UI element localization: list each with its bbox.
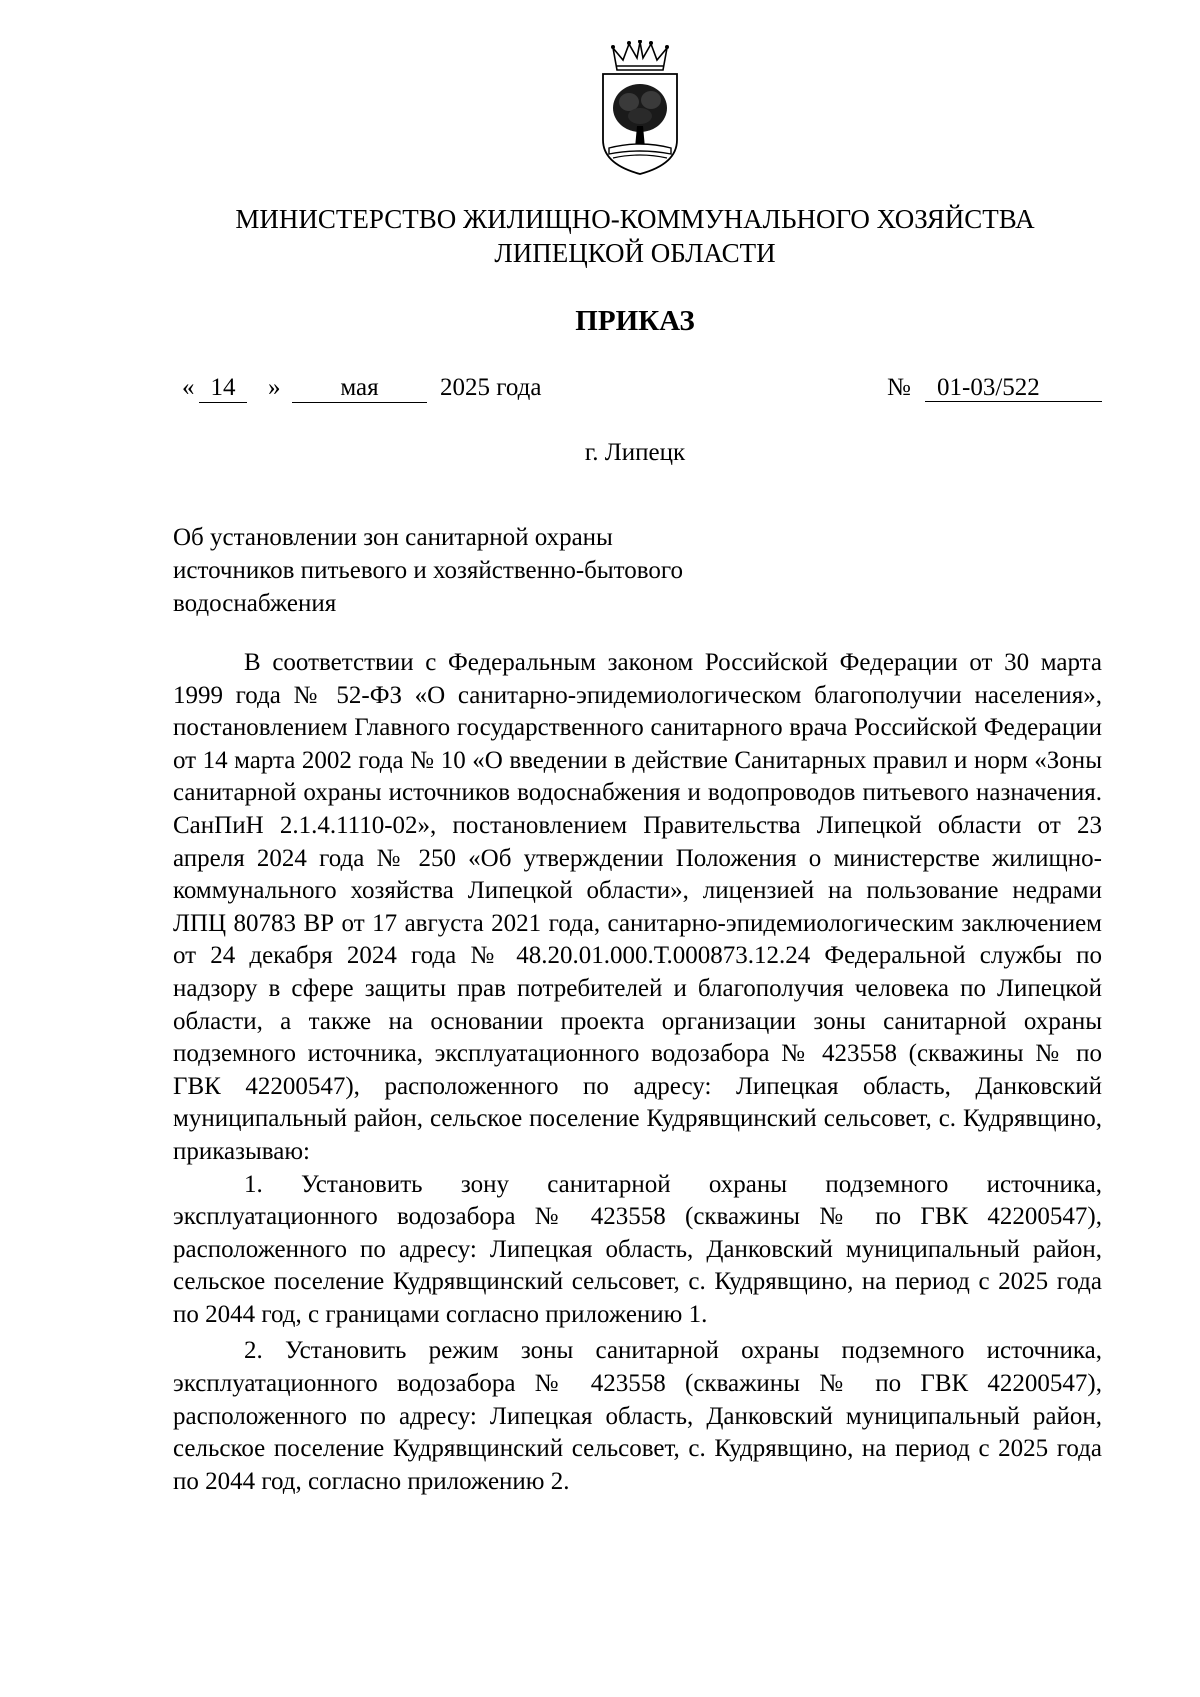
subject-line3: водоснабжения xyxy=(173,590,337,617)
order-body xyxy=(173,647,1102,1498)
ministry-name-line2: ЛИПЕЦКОЙ ОБЛАСТИ xyxy=(494,238,776,268)
order-subject xyxy=(173,521,793,620)
quote-close: » xyxy=(268,374,281,401)
subject-line1: Об установлении зон санитарной охраны xyxy=(173,524,613,551)
order-month: мая xyxy=(292,372,427,403)
order-item-2: 2. Установить режим зоны санитарной охраны подземного источника, эксплуатационного водозабора № 423558 (скважины № по ГВК 42200547), расположенного по адресу: Липецкая область, Данковский муниципальный район, сельское поселение Кудрявщинский сельсовет, с. Кудрявщино, на период с 2025 года по 2044 год, согласно приложению 2. xyxy=(173,1337,1102,1495)
quote-open: « xyxy=(182,374,195,401)
order-item-1: 1. Установить зону санитарной охраны подземного источника, эксплуатационного водозабора № 423558 (скважины № по ГВК 42200547), расположенного по адресу: Липецкая область, Данковский муниципальный район, сельское поселение Кудрявщинский сельсовет, с. Кудрявщино, на период с 2025 года по 2044 год, с границами согласно приложению 1. xyxy=(173,1170,1102,1328)
order-day: 14 xyxy=(199,372,247,403)
date-number-row xyxy=(182,372,1102,408)
order-year: 2025 года xyxy=(440,374,542,401)
preamble-paragraph: В соответствии с Федеральным законом Российской Федерации от 30 марта 1999 года № 52-ФЗ «О санитарно-эпидемиологическом благополучии населения», постановлением Главного государственного санитарного врача Российской Федерации от 14 марта 2002 года № 10 «О введении в действие Санитарных правил и норм «Зоны санитарной охраны источников водоснабжения и водопроводов питьевого назначения. СанПиН 2.1.4.1110-02», постановлением Правительства Липецкой области от 23 апреля 2024 года № 250 «Об утверждении Положения о министерстве жилищно-коммунального хозяйства Липецкой области», лицензией на пользование недрами ЛПЦ 80783 ВР от 17 августа 2021 года, санитарно-эпидемиологическим заключением от 24 декабря 2024 года № 48.20.01.000.Т.000873.12.24 Федеральной службы по надзору в сфере защиты прав потребителей и благополучия человека по Липецкой области, а также на основании проекта организации зоны санитарной охраны подземного источника, эксплуатационного водозабора № 423558 (скважины № по ГВК 42200547), расположенного по адресу: Липецкая область, Данковский муниципальный район, сельское поселение Кудрявщинский сельсовет, с. Кудрявщино, приказываю: xyxy=(173,649,1102,1165)
ministry-name-line1: МИНИСТЕРСТВО ЖИЛИЩНО-КОММУНАЛЬНОГО ХОЗЯЙСТВА xyxy=(235,204,1035,234)
number-sign: № xyxy=(887,374,911,401)
document-type-title: ПРИКАЗ xyxy=(575,305,695,337)
coat-of-arms-icon xyxy=(595,40,685,180)
ministry-name xyxy=(0,202,1200,270)
subject-line2: источников питьевого и хозяйственно-бытового xyxy=(173,557,684,584)
order-number: 01-03/522 xyxy=(925,372,1102,402)
city-name: г. Липецк xyxy=(584,439,686,466)
